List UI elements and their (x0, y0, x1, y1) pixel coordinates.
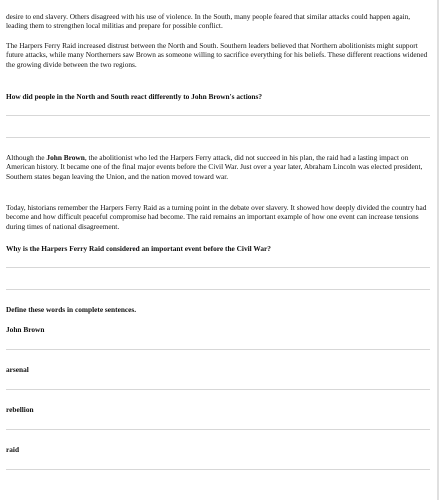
vocabulary-term: arsenal (6, 365, 29, 374)
vocabulary-term: raid (6, 445, 20, 454)
question-prompt: Why is the Harpers Ferry Raid considered an important event before the Civil War? (6, 244, 271, 253)
answer-line[interactable] (6, 115, 430, 116)
passage-paragraph: The Harpers Ferry Raid increased distrust between the North and South. Southern leaders believed that Northern abolitionists might support future attacks, while many Northerners saw Brown as someone willing to sacrifice everything for his beliefs. These different reactions widened the growing divide between the two regions. (6, 41, 428, 69)
bold-name: John Brown (46, 153, 85, 162)
question-prompt: How did people in the North and South react differently to John Brown's actions? (6, 92, 263, 101)
section-heading: Define these words in complete sentences. (6, 305, 137, 314)
vocabulary-term: rebellion (6, 405, 34, 414)
answer-line[interactable] (6, 137, 430, 138)
answer-line[interactable] (6, 289, 430, 290)
passage-paragraph (6, 153, 430, 181)
answer-line[interactable] (6, 349, 430, 350)
answer-line[interactable] (6, 389, 430, 390)
passage-paragraph: desire to end slavery. Others disagreed with his use of violence. In the South, many people feared that similar attacks could happen again, leading them to strengthen local militias and prepare for possible conflict. (6, 12, 411, 31)
answer-line[interactable] (6, 469, 430, 470)
passage-paragraph: Today, historians remember the Harpers Ferry Raid as a turning point in the debate over slavery. It showed how deeply divided the country had become and how difficult peaceful compromise had become. The raid remains an important example of how one event can increase tensions during times of national disagreement. (6, 203, 427, 231)
answer-line[interactable] (6, 267, 430, 268)
vocabulary-term: John Brown (6, 325, 45, 334)
paragraph-text: , the abolitionist who led the Harpers Ferry attack, did not succeed in his plan, the raid had a lasting impact on American history. It became one of the final major events before the Civil War. Just over a year later, Abraham Lincoln was elected president, Southern states began leaving the Union, and the nation moved toward war. (6, 153, 423, 181)
answer-line[interactable] (6, 429, 430, 430)
paragraph-text: Although the (6, 153, 47, 162)
